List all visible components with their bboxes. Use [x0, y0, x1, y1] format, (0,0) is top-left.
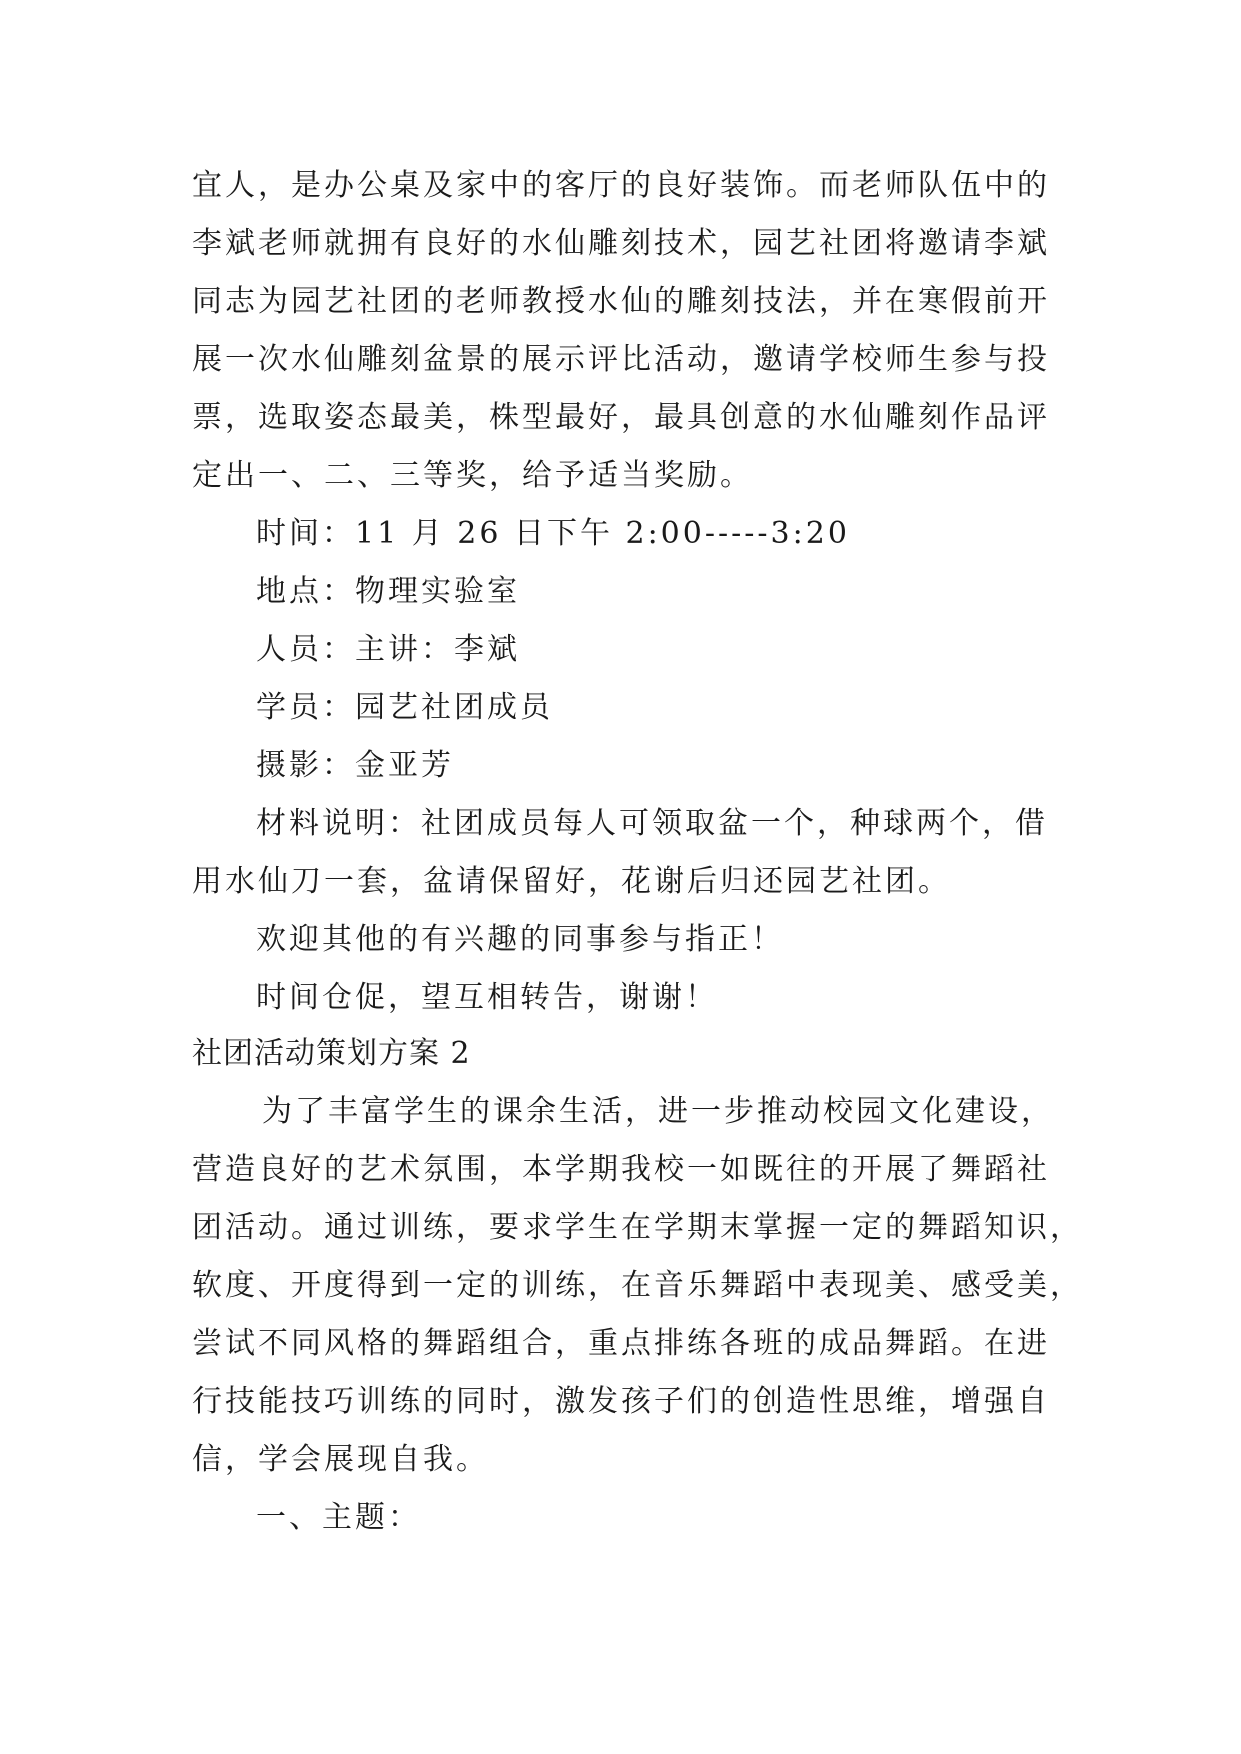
paragraph-line: 行技能技巧训练的同时，激发孩子们的创造性思维，增强自: [192, 1384, 1050, 1419]
paragraph-line: 营造良好的艺术氛围，本学期我校一如既往的开展了舞蹈社: [192, 1152, 1050, 1187]
paragraph-line: 宜人，是办公桌及家中的客厅的良好装饰。而老师队伍中的: [192, 168, 1050, 203]
paragraph-line: 软度、开度得到一定的训练，在音乐舞蹈中表现美、感受美，: [192, 1268, 1083, 1303]
section-heading: 社团活动策划方案 2: [192, 1036, 471, 1071]
location-line: 地点：物理实验室: [256, 574, 520, 609]
materials-line: 材料说明：社团成员每人可领取盆一个，种球两个，借: [256, 806, 1048, 841]
paragraph-line: 为了丰富学生的课余生活，进一步推动校园文化建设，: [262, 1094, 1054, 1129]
personnel-line: 人员：主讲：李斌: [256, 632, 520, 667]
paragraph-line: 团活动。通过训练，要求学生在学期末掌握一定的舞蹈知识，: [192, 1210, 1083, 1245]
paragraph-line: 用水仙刀一套，盆请保留好，花谢后归还园艺社团。: [192, 864, 951, 899]
paragraph-line: 时间仓促，望互相转告，谢谢！: [256, 980, 718, 1015]
paragraph-line: 定出一、二、三等奖，给予适当奖励。: [192, 458, 753, 493]
photographer-line: 摄影：金亚芳: [256, 748, 454, 783]
trainees-line: 学员：园艺社团成员: [256, 690, 553, 725]
paragraph-line: 李斌老师就拥有良好的水仙雕刻技术，园艺社团将邀请李斌: [192, 226, 1050, 261]
paragraph-line: 票，选取姿态最美，株型最好，最具创意的水仙雕刻作品评: [192, 400, 1050, 435]
subheading: 一、主题：: [256, 1500, 421, 1535]
paragraph-line: 展一次水仙雕刻盆景的展示评比活动，邀请学校师生参与投: [192, 342, 1050, 377]
time-line: 时间：11 月 26 日下午 2:00-----3:20: [256, 516, 850, 551]
paragraph-line: 欢迎其他的有兴趣的同事参与指正！: [256, 922, 784, 957]
paragraph-line: 尝试不同风格的舞蹈组合，重点排练各班的成品舞蹈。在进: [192, 1326, 1050, 1361]
paragraph-line: 信，学会展现自我。: [192, 1442, 489, 1477]
paragraph-line: 同志为园艺社团的老师教授水仙的雕刻技法，并在寒假前开: [192, 284, 1050, 319]
